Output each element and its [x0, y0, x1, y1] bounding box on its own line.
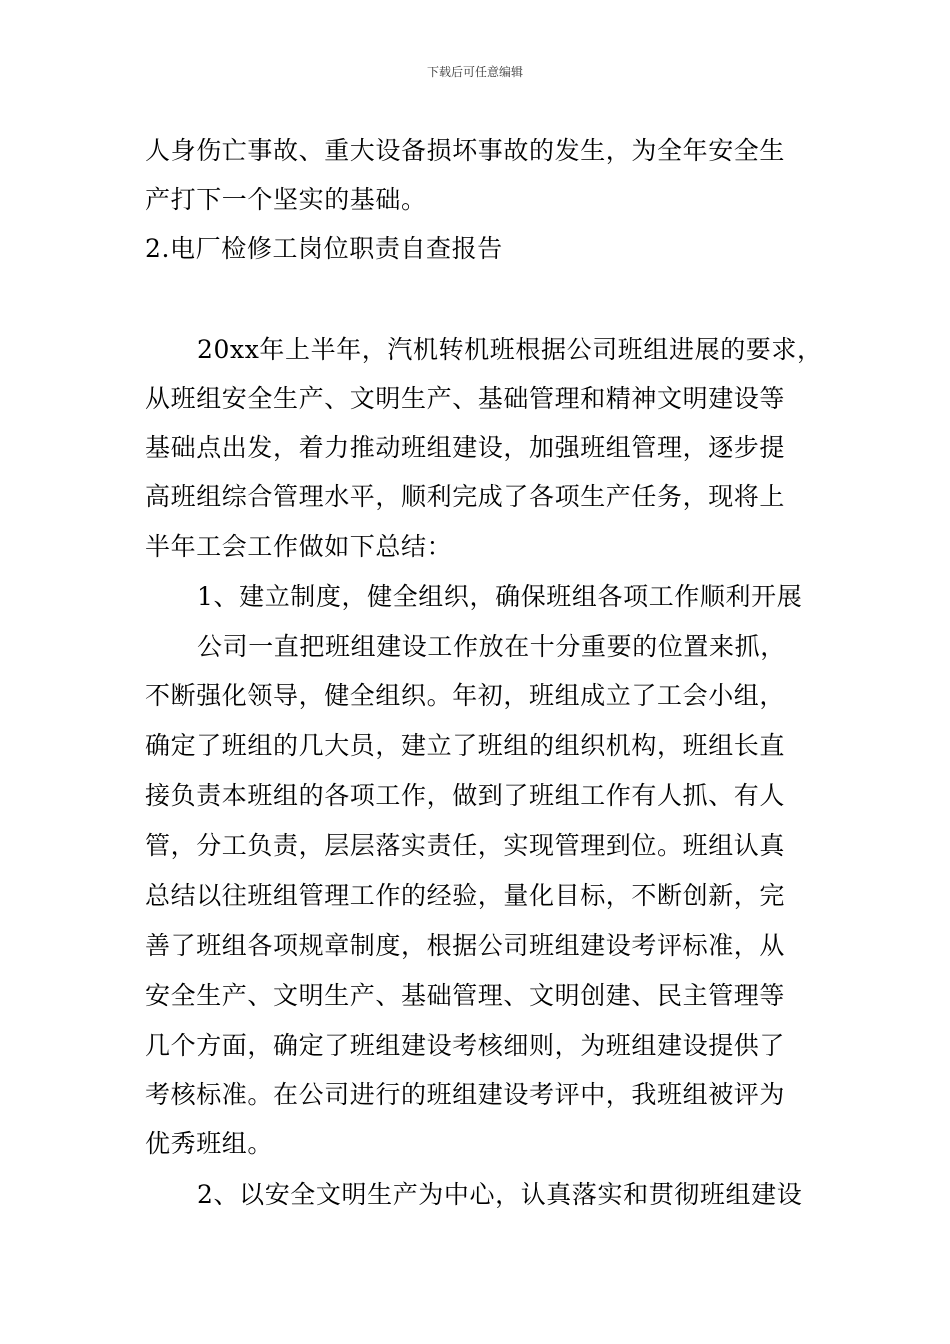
body-line: 几个方面，确定了班组建设考核细则，为班组建设提供了 [145, 1031, 786, 1060]
body-line: 安全生产、文明生产、基础管理、文明创建、民主管理等 [145, 981, 786, 1010]
body-line: 总结以往班组管理工作的经验，量化目标，不断创新，完 [145, 881, 786, 910]
header-note: 下载后可任意编辑 [426, 65, 523, 79]
body-line: 考核标准。在公司进行的班组建设考评中，我班组被评为 [145, 1080, 786, 1109]
body-line: 产打下一个坚实的基础。 [145, 185, 427, 214]
body-line: 公司一直把班组建设工作放在十分重要的位置来抓， [197, 632, 786, 661]
body-line: 接负责本班组的各项工作，做到了班组工作有人抓、有人 [145, 781, 786, 810]
subheading-line: 1、建立制度，健全组织，确保班组各项工作顺利开展 [197, 582, 803, 611]
body-line: 善了班组各项规章制度，根据公司班组建设考评标准，从 [145, 931, 786, 960]
body-line: 优秀班组。 [145, 1129, 274, 1158]
body-line: 从班组安全生产、文明生产、基础管理和精神文明建设等 [145, 384, 786, 413]
body-line: 人身伤亡事故、重大设备损坏事故的发生，为全年安全生 [145, 136, 786, 165]
body-line: 基础点出发，着力推动班组建设，加强班组管理，逐步提 [145, 433, 786, 462]
body-line: 高班组综合管理水平，顺利完成了各项生产任务，现将上 [145, 482, 786, 511]
body-line: 半年工会工作做如下总结： [145, 532, 453, 561]
body-line: 不断强化领导，健全组织。年初，班组成立了工会小组， [145, 681, 786, 710]
section-heading: 2.电厂检修工岗位职责自查报告 [145, 234, 503, 263]
subheading-line: 2、以安全文明生产为中心，认真落实和贯彻班组建设 [197, 1180, 803, 1209]
body-line: 管，分工负责，层层落实责任，实现管理到位。班组认真 [145, 831, 786, 860]
body-line: 确定了班组的几大员，建立了班组的组织机构，班组长直 [145, 731, 786, 760]
body-line: 20xx年上半年，汽机转机班根据公司班组进展的要求， [197, 335, 823, 364]
